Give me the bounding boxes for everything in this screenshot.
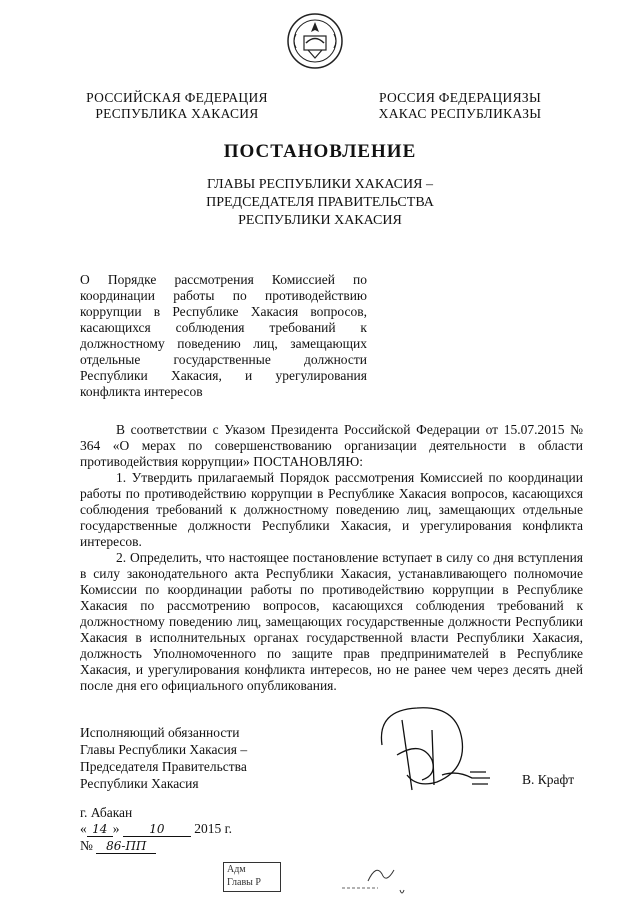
header-left-line2: РЕСПУБЛИКА ХАКАСИЯ xyxy=(95,106,259,121)
signer-name: В. Крафт xyxy=(522,772,575,787)
document-date xyxy=(80,821,232,837)
date-month: 10 xyxy=(123,822,191,837)
handwritten-mark xyxy=(338,856,418,896)
header-right-line2: ХАКАС РЕСПУБЛИКАЗЫ xyxy=(378,106,542,121)
body-paragraph-intro: В соответствии с Указом Президента Российской Федерации от 15.07.2015 № 364 «О мерах по совершенствованию организации деятельности в области противодействия коррупции» ПОСТАНОВЛЯЮ: xyxy=(80,422,583,469)
header-left-line1: РОССИЙСКАЯ ФЕДЕРАЦИЯ xyxy=(86,90,268,105)
subtitle-line2: ПРЕДСЕДАТЕЛЯ ПРАВИТЕЛЬСТВА xyxy=(206,195,434,210)
number-prefix: № xyxy=(80,838,93,853)
stamp-line2: Главы Р xyxy=(227,877,261,888)
coat-of-arms-icon xyxy=(286,12,344,70)
date-open-quote: « xyxy=(80,821,87,836)
header-right xyxy=(370,90,550,122)
signer-line3: Председателя Правительства xyxy=(80,759,247,774)
subtitle-line3: РЕСПУБЛИКИ ХАКАСИЯ xyxy=(238,213,402,228)
date-year: 2015 г. xyxy=(194,821,233,836)
document-place: г. Абакан xyxy=(80,805,133,820)
body-paragraph-item1: 1. Утвердить прилагаемый Порядок рассмотрения Комиссией по координации работы по противодействию коррупции в Республике Хакасия вопросов, касающихся соблюдения требований к должностному поведению лиц, замещающих отдельные государственные должности Республики Хакасия, и урегулирования конфликта интересов. xyxy=(80,470,583,549)
date-close-quote: » xyxy=(112,821,120,836)
body-paragraph-item2: 2. Определить, что настоящее постановление вступает в силу со дня вступления в силу законодательного акта Республики Хакасия, устанавливающего полномочие Комиссии по координации работы по противодействию коррупции в Республике Хакасия по рассмотрению вопросов, касающихся соблюдения требований к должностному поведению лиц, замещающих государственные должности Республики Хакасия в исполнительных органах государственной власти Республики Хакасия, должность Уполномоченного по защите прав предпринимателей в Республике Хакасия, и урегулирования конфликта интересов, но не ранее чем через десять дней после дня его официального опубликования. xyxy=(80,550,583,693)
number-value: 86-ПП xyxy=(96,839,156,854)
header-left xyxy=(82,90,272,122)
document-title: ПОСТАНОВЛЕНИЕ xyxy=(223,141,417,162)
signer-title xyxy=(80,724,247,792)
document-number xyxy=(80,838,156,854)
signer-line1: Исполняющий обязанности xyxy=(80,725,240,740)
signer-line4: Республики Хакасия xyxy=(80,776,199,791)
stamp-line1: Адм xyxy=(227,864,246,875)
header-right-line1: РОССИЯ ФЕДЕРАЦИЯЗЫ xyxy=(378,90,542,105)
signer-line2: Главы Республики Хакасия – xyxy=(80,742,248,757)
handwritten-signature xyxy=(362,700,502,800)
registration-stamp xyxy=(223,862,281,892)
document-subject: О Порядке рассмотрения Комиссией по координации работы по противодействию коррупции в Республике Хакасия вопросов, касающихся соблюдения требований к должностному поведению лиц, замещающих отдельные государственные должности Республики Хакасия, и урегулирования конфликта интересов xyxy=(80,272,367,399)
document-subtitle xyxy=(0,176,640,230)
date-day: 14 xyxy=(87,822,113,837)
document-body xyxy=(80,422,583,694)
subtitle-line1: ГЛАВЫ РЕСПУБЛИКИ ХАКАСИЯ – xyxy=(207,177,433,192)
